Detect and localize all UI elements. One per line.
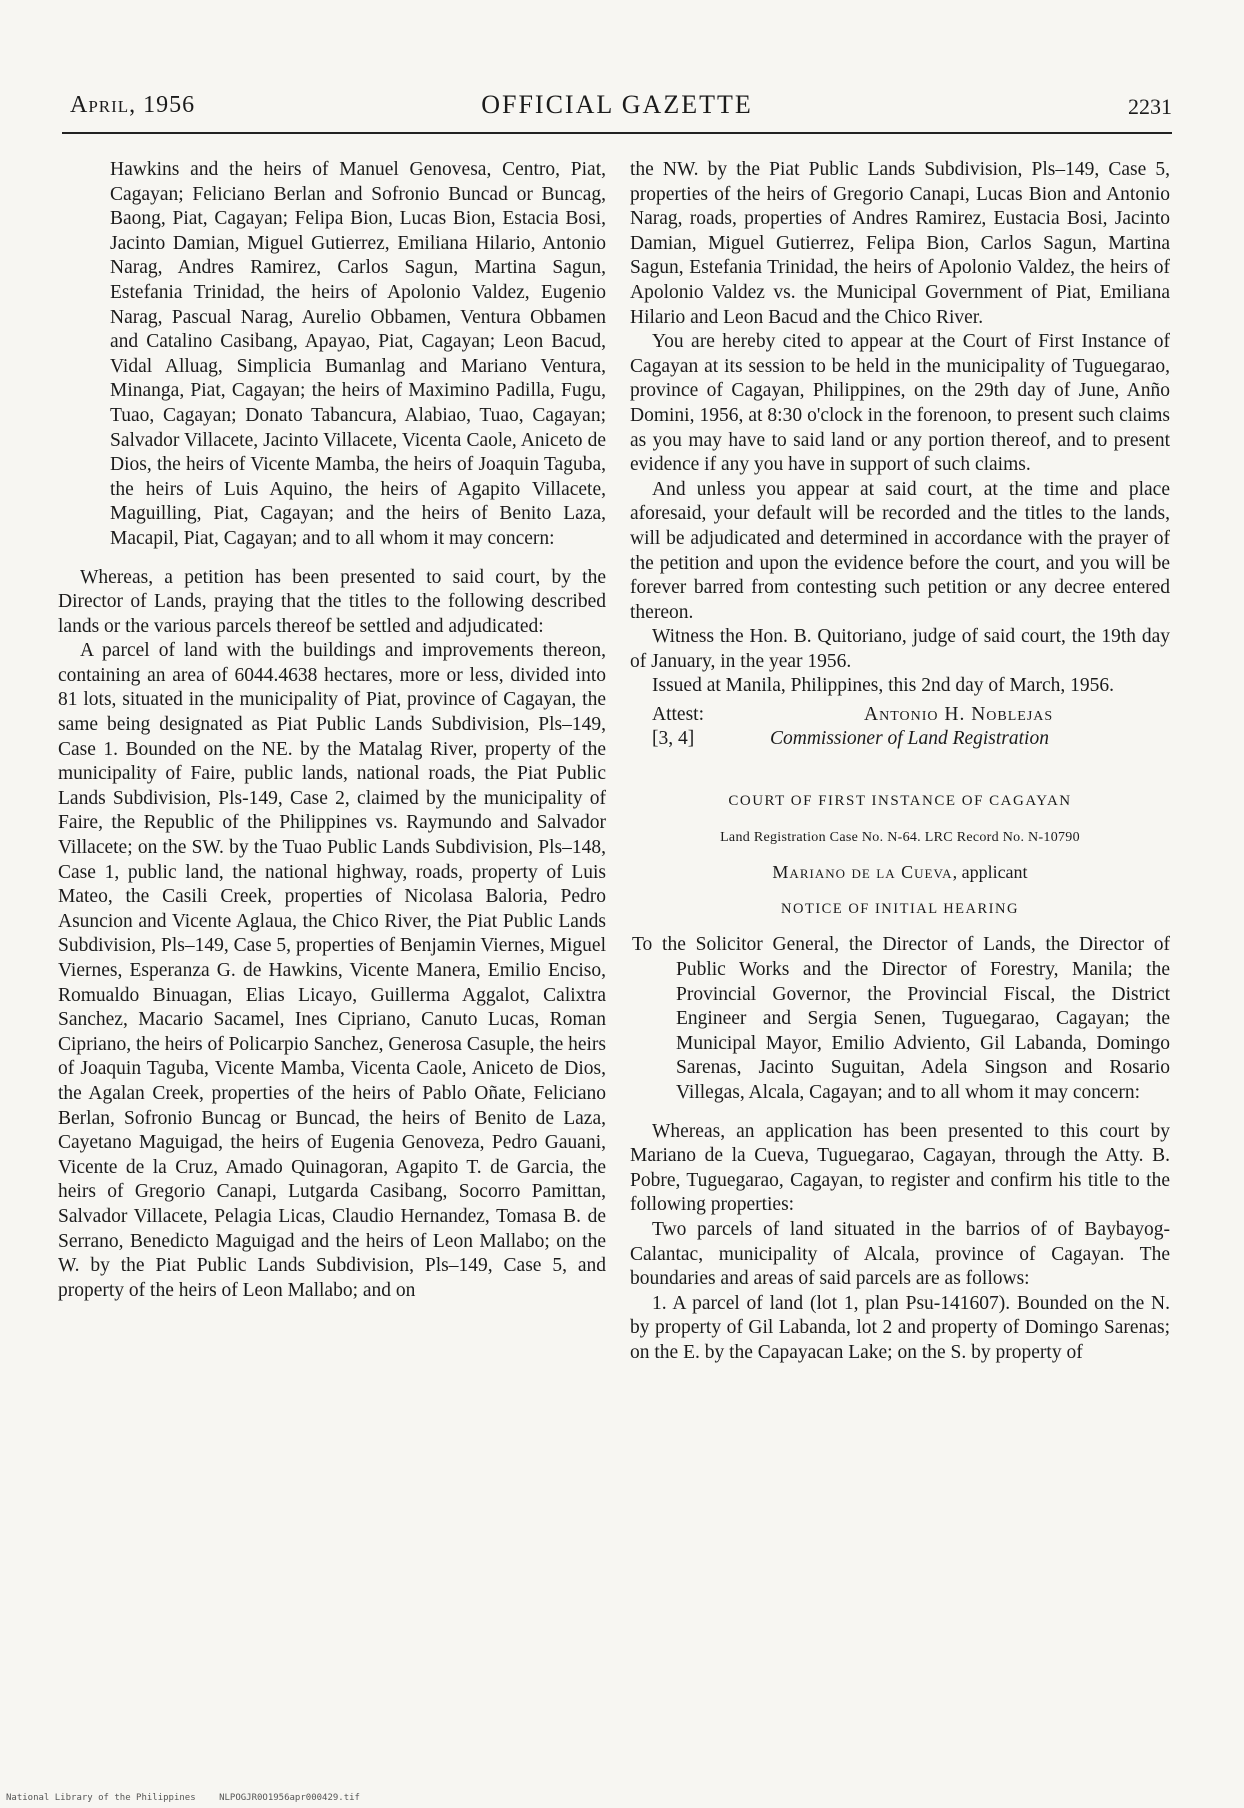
boundary-continuation: the NW. by the Piat Public Lands Subdivision, Pls–149, Case 5, properties of the heirs of Gregorio Canapi, Lucas Bion and Antonio Narag, roads, properties of Andres Ramirez, Eustacia Bosi, Jacinto Damian, Miguel Gutierrez, Felipa Bion, Carlos Sagun, Martina Sagun, Estefania Trinidad, the heirs of Apolonio Valdez, the heirs of Apolonio Valdez vs. the Municipal Government of Piat, Emiliana Hilario and Leon Bacud and the Chico River.	[630, 159, 1170, 328]
addressee-list: Hawkins and the heirs of Manuel Genovesa, Centro, Piat, Cagayan; Feliciano Berlan and Sofronio Buncad or Buncag, Baong, Piat, Cagayan; Felipa Bion, Lucas Bion, Estacia Bosi, Jacinto Damian, Miguel Gutierrez, Emiliana Hilario, Antonio Narag, Andres Ramirez, Carlos Sagun, Martina Sagun, Estefania Trinidad, the heirs of Apolonio Valdez, Eugenio Narag, Pascual Narag, Aurelio Obbamen, Ventura Obbamen and Catalino Casibang, Apayao, Piat, Cagayan; Leon Bacud, Vidal Alluag, Simplicia Bumanlag and Mariano Ventura, Minanga, Piat, Cagayan; the heirs of Maximino Padilla, Fugu, Tuao, Cagayan; Donato Tabancura, Alabiao, Tuao, Cagayan; Salvador Villacete, Jacinto Villacete, Vicenta Caole, Aniceto de Dios, the heirs of Vicente Mamba, the heirs of Joaquin Taguba, the heirs of Luis Aquino, the heirs of Agapito Villacete, Maguilling, Piat, Cagayan; and the heirs of Benito Laza, Macapil, Piat, Cagayan; and to all whom it may concern:	[110, 159, 606, 549]
attestation-block	[630, 703, 1170, 751]
witness-paragraph: Witness the Hon. B. Quitoriano, judge of said court, the 19th day of January, in the year 1956.	[630, 626, 1170, 672]
application-paragraph: Whereas, an application has been presented to this court by Mariano de la Cueva, Tuguegarao, Cagayan, through the Atty. B. Pobre, Tuguegarao, Cagayan, to register and confirm his title to the following properties:	[630, 1120, 1170, 1216]
page-header	[62, 88, 1172, 134]
left-column	[58, 158, 606, 1303]
parcels-intro: Two parcels of land situated in the barrios of of Baybayog-Calantac, municipality of Alcala, province of Cagayan. The boundaries and areas of said parcels are as follows:	[630, 1218, 1170, 1290]
issue-reference: [3, 4]	[652, 728, 695, 750]
court-heading: COURT OF FIRST INSTANCE OF CAGAYAN	[728, 793, 1072, 810]
applicant-name: Mariano de la Cueva	[772, 862, 953, 883]
library-credit: National Library of the Philippines	[6, 1793, 196, 1803]
page-number: 2231	[1128, 94, 1172, 119]
signatory-title: Commissioner of Land Registration	[770, 728, 1049, 750]
citation-paragraph: You are hereby cited to appear at the Court of First Instance of Cagayan at its session to be held in the municipality of Tuguegarao, province of Cagayan, Philippines, on the 29th day of June, Anño Domini, 1956, at 8:30 o'clock in the forenoon, to present such claims as you may have to said land or any portion thereof, and to present evidence if any you have in support of such claims.	[630, 331, 1170, 476]
notice-addressees: To the Solicitor General, the Director of Lands, the Director of Public Works and the Director of Forestry, Manila; the Provincial Governor, the Provincial Fiscal, the District Engineer and Sergia Senen, Tuguegarao, Cagayan; the Municipal Mayor, Emilio Adviento, Gil Labanda, Domingo Sarenas, Jacinto Suguitan, Adela Singson and Rosario Villegas, Alcala, Cagayan; and to all whom it may concern:	[632, 934, 1170, 1103]
publication-title: OFFICIAL GAZETTE	[481, 90, 753, 119]
issue-date: April, 1956	[70, 92, 196, 118]
parcel-one: 1. A parcel of land (lot 1, plan Psu-141607). Bounded on the N. by property of Gil Labanda, lot 2 and property of Domingo Sarenas; on the E. by the Capayacan Lake; on the S. by property of	[630, 1292, 1170, 1363]
scan-filename: NLPOGJR0O1956apr000429.tif	[219, 1793, 360, 1803]
signatory-name: Antonio H. Noblejas	[864, 704, 1054, 726]
applicant-suffix: , applicant	[952, 862, 1028, 883]
parcel-description: A parcel of land with the buildings and improvements thereon, containing an area of 6044.4638 hectares, more or less, divided into 81 lots, situated in the municipality of Piat, province of Cagayan, the same being designated as Piat Public Lands Subdivision, Pls–149, Case 1. Bounded on the NE. by the Matalag River, property of the municipality of Faire, public lands, national roads, the Piat Public Lands Subdivision, Pls-149, Case 2, claimed by the municipality of Faire, the Republic of the Philippines vs. Raymundo and Salvador Villacete; on the SW. by the Tuao Public Lands Subdivision, Pls–148, Case 1, public land, the national highway, roads, property of Luis Mateo, the Casili Creek, properties of Nicolasa Baloria, Pedro Asuncion and Vicente Aglaua, the Chico River, the Piat Public Lands Subdivision, Pls–149, Case 5, properties of Benjamin Viernes, Miguel Viernes, Esperanza G. de Hawkins, Vicente Manera, Emilio Enciso, Romualdo Binuagan, Elias Licayo, Guillerma Aggalot, Calixtra Sanchez, Macario Sacamel, Ines Cipriano, Canuto Lucas, Roman Cipriano, the heirs of Policarpio Sanchez, Generosa Casuple, the heirs of Joaquin Taguba, Vicente Mamba, Vicenta Caole, Aniceto de Dios, the Agalan Creek, properties of the heirs of Pablo Oñate, Feliciano Berlan, Sofronio Buncag or Buncad, the heirs of Benito de Laza, Cayetano Maguigad, the heirs of Eugenia Genoveza, Pedro Gauani, Vicente de la Cruz, Amado Quinagoran, Agapito T. de Garcia, the heirs of Gregorio Canapi, Lutgarda Casibang, Socorro Pamittan, Salvador Villacete, Pelagia Licas, Claudio Hernandez, Tomasa B. de Serrano, Benedicto Maguigad and the heirs of Leon Mallabo; on the W. by the Piat Public Lands Subdivision, Pls–149, Case 5, and property of the heirs of Leon Mallabo; and on	[58, 640, 607, 1301]
scan-footer	[6, 1793, 378, 1803]
case-number-line: Land Registration Case No. N-64. LRC Record No. N-10790	[720, 829, 1080, 845]
whereas-paragraph: Whereas, a petition has been presented to said court, by the Director of Lands, praying that the titles to the following described lands or the various parcels thereof be settled and adjudicated:	[58, 566, 606, 637]
notice-title: NOTICE OF INITIAL HEARING	[781, 900, 1019, 917]
attest-label: Attest:	[652, 704, 704, 726]
right-column	[630, 158, 1170, 1366]
default-paragraph: And unless you appear at said court, at the time and place aforesaid, your default will be recorded and the titles to the lands, will be adjudicated and determined in accordance with the prayer of the petition and upon the evidence before the court, and you will be forever barred from contesting such petition or any decree entered thereon.	[630, 478, 1170, 623]
applicant-line	[630, 860, 1170, 885]
issued-paragraph: Issued at Manila, Philippines, this 2nd day of March, 1956.	[652, 675, 1114, 697]
